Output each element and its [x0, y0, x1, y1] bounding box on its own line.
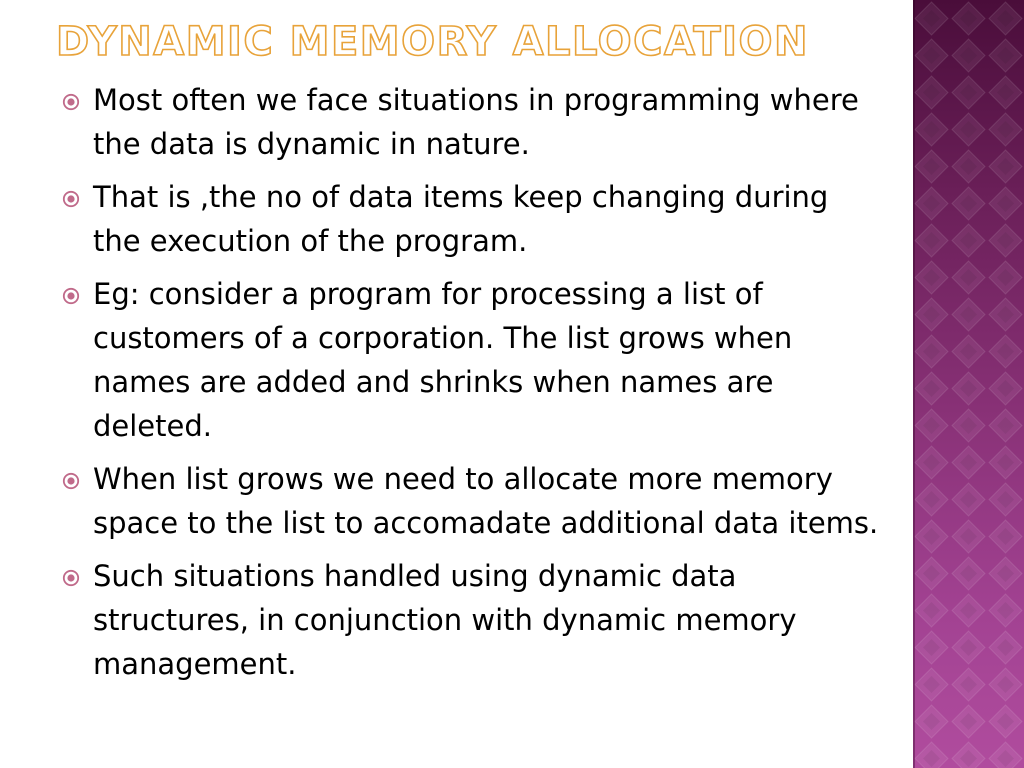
bullet-item [62, 78, 882, 166]
circled-dot-icon [62, 190, 80, 208]
circled-dot-icon [62, 93, 80, 111]
bullet-text: When list grows we need to allocate more memory space to the list to accomadate additional data items. [93, 462, 879, 540]
circled-dot-icon [62, 287, 80, 305]
bullet-item [62, 457, 882, 545]
diamond-pattern [913, 0, 1024, 768]
bullet-list [62, 78, 882, 695]
circled-dot-icon [62, 472, 80, 490]
bullet-item [62, 272, 882, 448]
bullet-text: Such situations handled using dynamic data structures, in conjunction with dynamic memory management. [93, 559, 797, 681]
bullet-text: Eg: consider a program for processing a list of customers of a corporation. The list grows when names are added and shrinks when names are deleted. [93, 277, 793, 443]
side-panel-edge [913, 0, 915, 768]
decorative-side-panel [913, 0, 1024, 768]
bullet-text: Most often we face situations in programming where the data is dynamic in nature. [93, 83, 859, 161]
bullet-text: That is ,the no of data items keep changing during the execution of the program. [93, 180, 829, 258]
bullet-item [62, 175, 882, 263]
circled-dot-icon [62, 569, 80, 587]
bullet-item [62, 554, 882, 686]
slide-title: DYNAMIC MEMORY ALLOCATION [56, 19, 809, 65]
